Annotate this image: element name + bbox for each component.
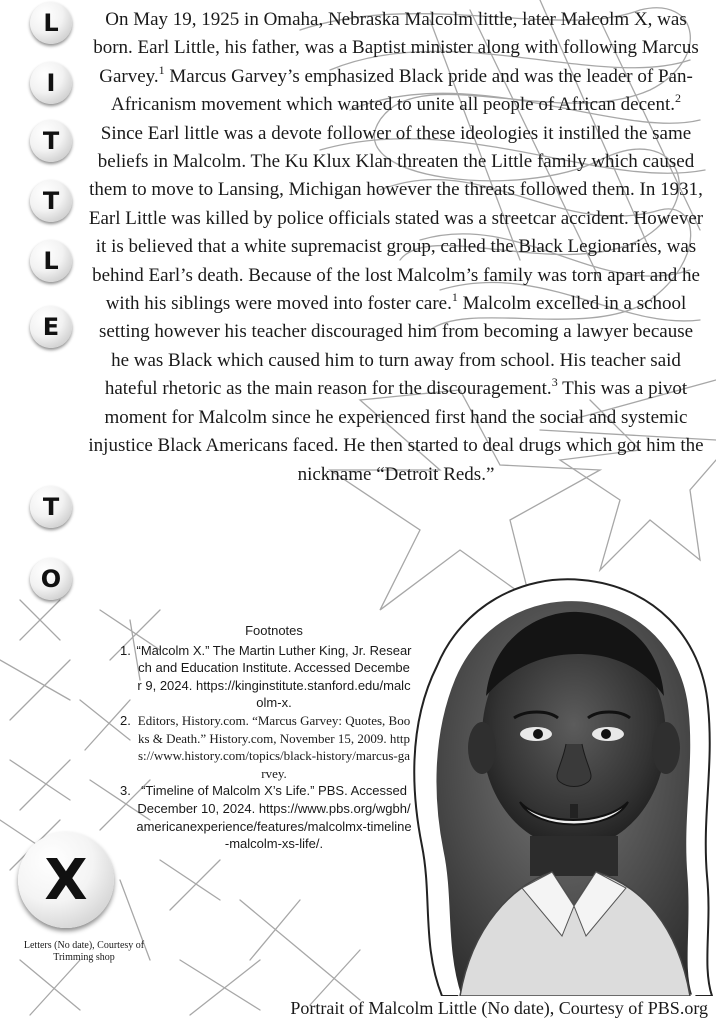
letter-bead-t bbox=[30, 180, 72, 222]
portrait-photo bbox=[402, 576, 716, 996]
letter-bead-label: O bbox=[40, 565, 62, 593]
letter-bead-e bbox=[30, 306, 72, 348]
body-text-segment: On May 19, 1925 in Omaha, Nebraska Malcolm little, later Malcolm X, was born. Earl Little, his father, was a Baptist minister along with following Marcus Garvey. bbox=[93, 9, 699, 87]
footnotes-title: Footnotes bbox=[245, 623, 303, 638]
letter-bead-label: L bbox=[43, 9, 59, 37]
footnote-ref: 3 bbox=[551, 375, 558, 390]
footnote-number: 2. bbox=[120, 712, 131, 728]
letter-bead-label: T bbox=[42, 127, 60, 155]
footnote-ref: 1 bbox=[158, 62, 165, 77]
body-text-segment: This was a pivot moment for Malcolm since he experienced first hand the social and systemic injustice Black Americans faced. He then started to deal drugs which got him the nickname “Detroit Reds.” bbox=[88, 378, 704, 485]
footnote-ref: 2 bbox=[675, 91, 681, 106]
footnote-ref: 1 bbox=[451, 290, 458, 305]
footnote-text: “Malcolm X.” The Martin Luther King, Jr. Research and Education Institute. Accessed December 9, 2024. https://kinginstitute.stanford.edu/malcolm-x. bbox=[136, 642, 412, 711]
letter-bead-label: E bbox=[42, 313, 60, 341]
letters-caption: Letters (No date), Courtesy of Trimming shop bbox=[23, 940, 145, 963]
footnote-text: “Timeline of Malcolm X’s Life.” PBS. Accessed December 10, 2024. https://www.pbs.org/wgbh/americanexperience/features/malcolmx-timeline-malcolm-xs-life/. bbox=[136, 783, 412, 852]
body-paragraph bbox=[88, 6, 704, 489]
footnote-item bbox=[120, 782, 412, 852]
footnote-number: 1. bbox=[120, 642, 131, 658]
footnote-number: 3. bbox=[120, 783, 131, 799]
portrait-caption: Portrait of Malcolm Little (No date), Courtesy of PBS.org bbox=[290, 998, 708, 1018]
letter-bead-o bbox=[30, 558, 72, 600]
letter-bead-t bbox=[30, 486, 72, 528]
letter-bead-l bbox=[30, 240, 72, 282]
letter-bead-label: T bbox=[42, 187, 60, 215]
body-text-segment: Marcus Garvey’s emphasized Black pride and was the leader of Pan-Africanism movement which wanted to unite all people of African decent. bbox=[110, 65, 693, 116]
footnotes-section bbox=[120, 622, 412, 853]
footnote-item bbox=[120, 642, 412, 712]
letter-bead-i bbox=[30, 62, 72, 104]
letter-bead-label: L bbox=[43, 247, 59, 275]
footnote-item bbox=[120, 712, 412, 782]
letter-bead-t bbox=[30, 120, 72, 162]
letter-bead-label: I bbox=[46, 69, 56, 97]
letter-bead-label: T bbox=[42, 493, 60, 521]
letter-bead-l bbox=[30, 2, 72, 44]
footnote-text: Editors, History.com. “Marcus Garvey: Quotes, Books & Death.” History.com, November 15, 2009. https://www.history.com/topics/black-history/marcus-garvey. bbox=[137, 712, 411, 781]
footnotes-list bbox=[120, 642, 412, 853]
body-text-segment: Since Earl little was a devote follower of these ideologies it instilled the same beliefs in Malcolm. The Ku Klux Klan threaten the Little family which caused them to move to Lansing, Michigan however the threats followed them. In 1931, Earl Little was killed by police officials stated was a streetcar accident. However it is believed that a white supremacist group, called the Black Legionaries, was behind Earl’s death. Because of the lost Malcolm’s family was torn apart and he with his siblings were moved into foster care. bbox=[88, 122, 704, 315]
letter-bead-label: X bbox=[44, 847, 88, 913]
body-text-segment: Malcolm excelled in a school setting however his teacher discouraged him from becoming a lawyer because he was Black which caused him to turn away from school. His teacher said hateful rhetoric as the main reason for the discouragement. bbox=[98, 293, 694, 400]
letter-bead-x bbox=[18, 832, 114, 928]
